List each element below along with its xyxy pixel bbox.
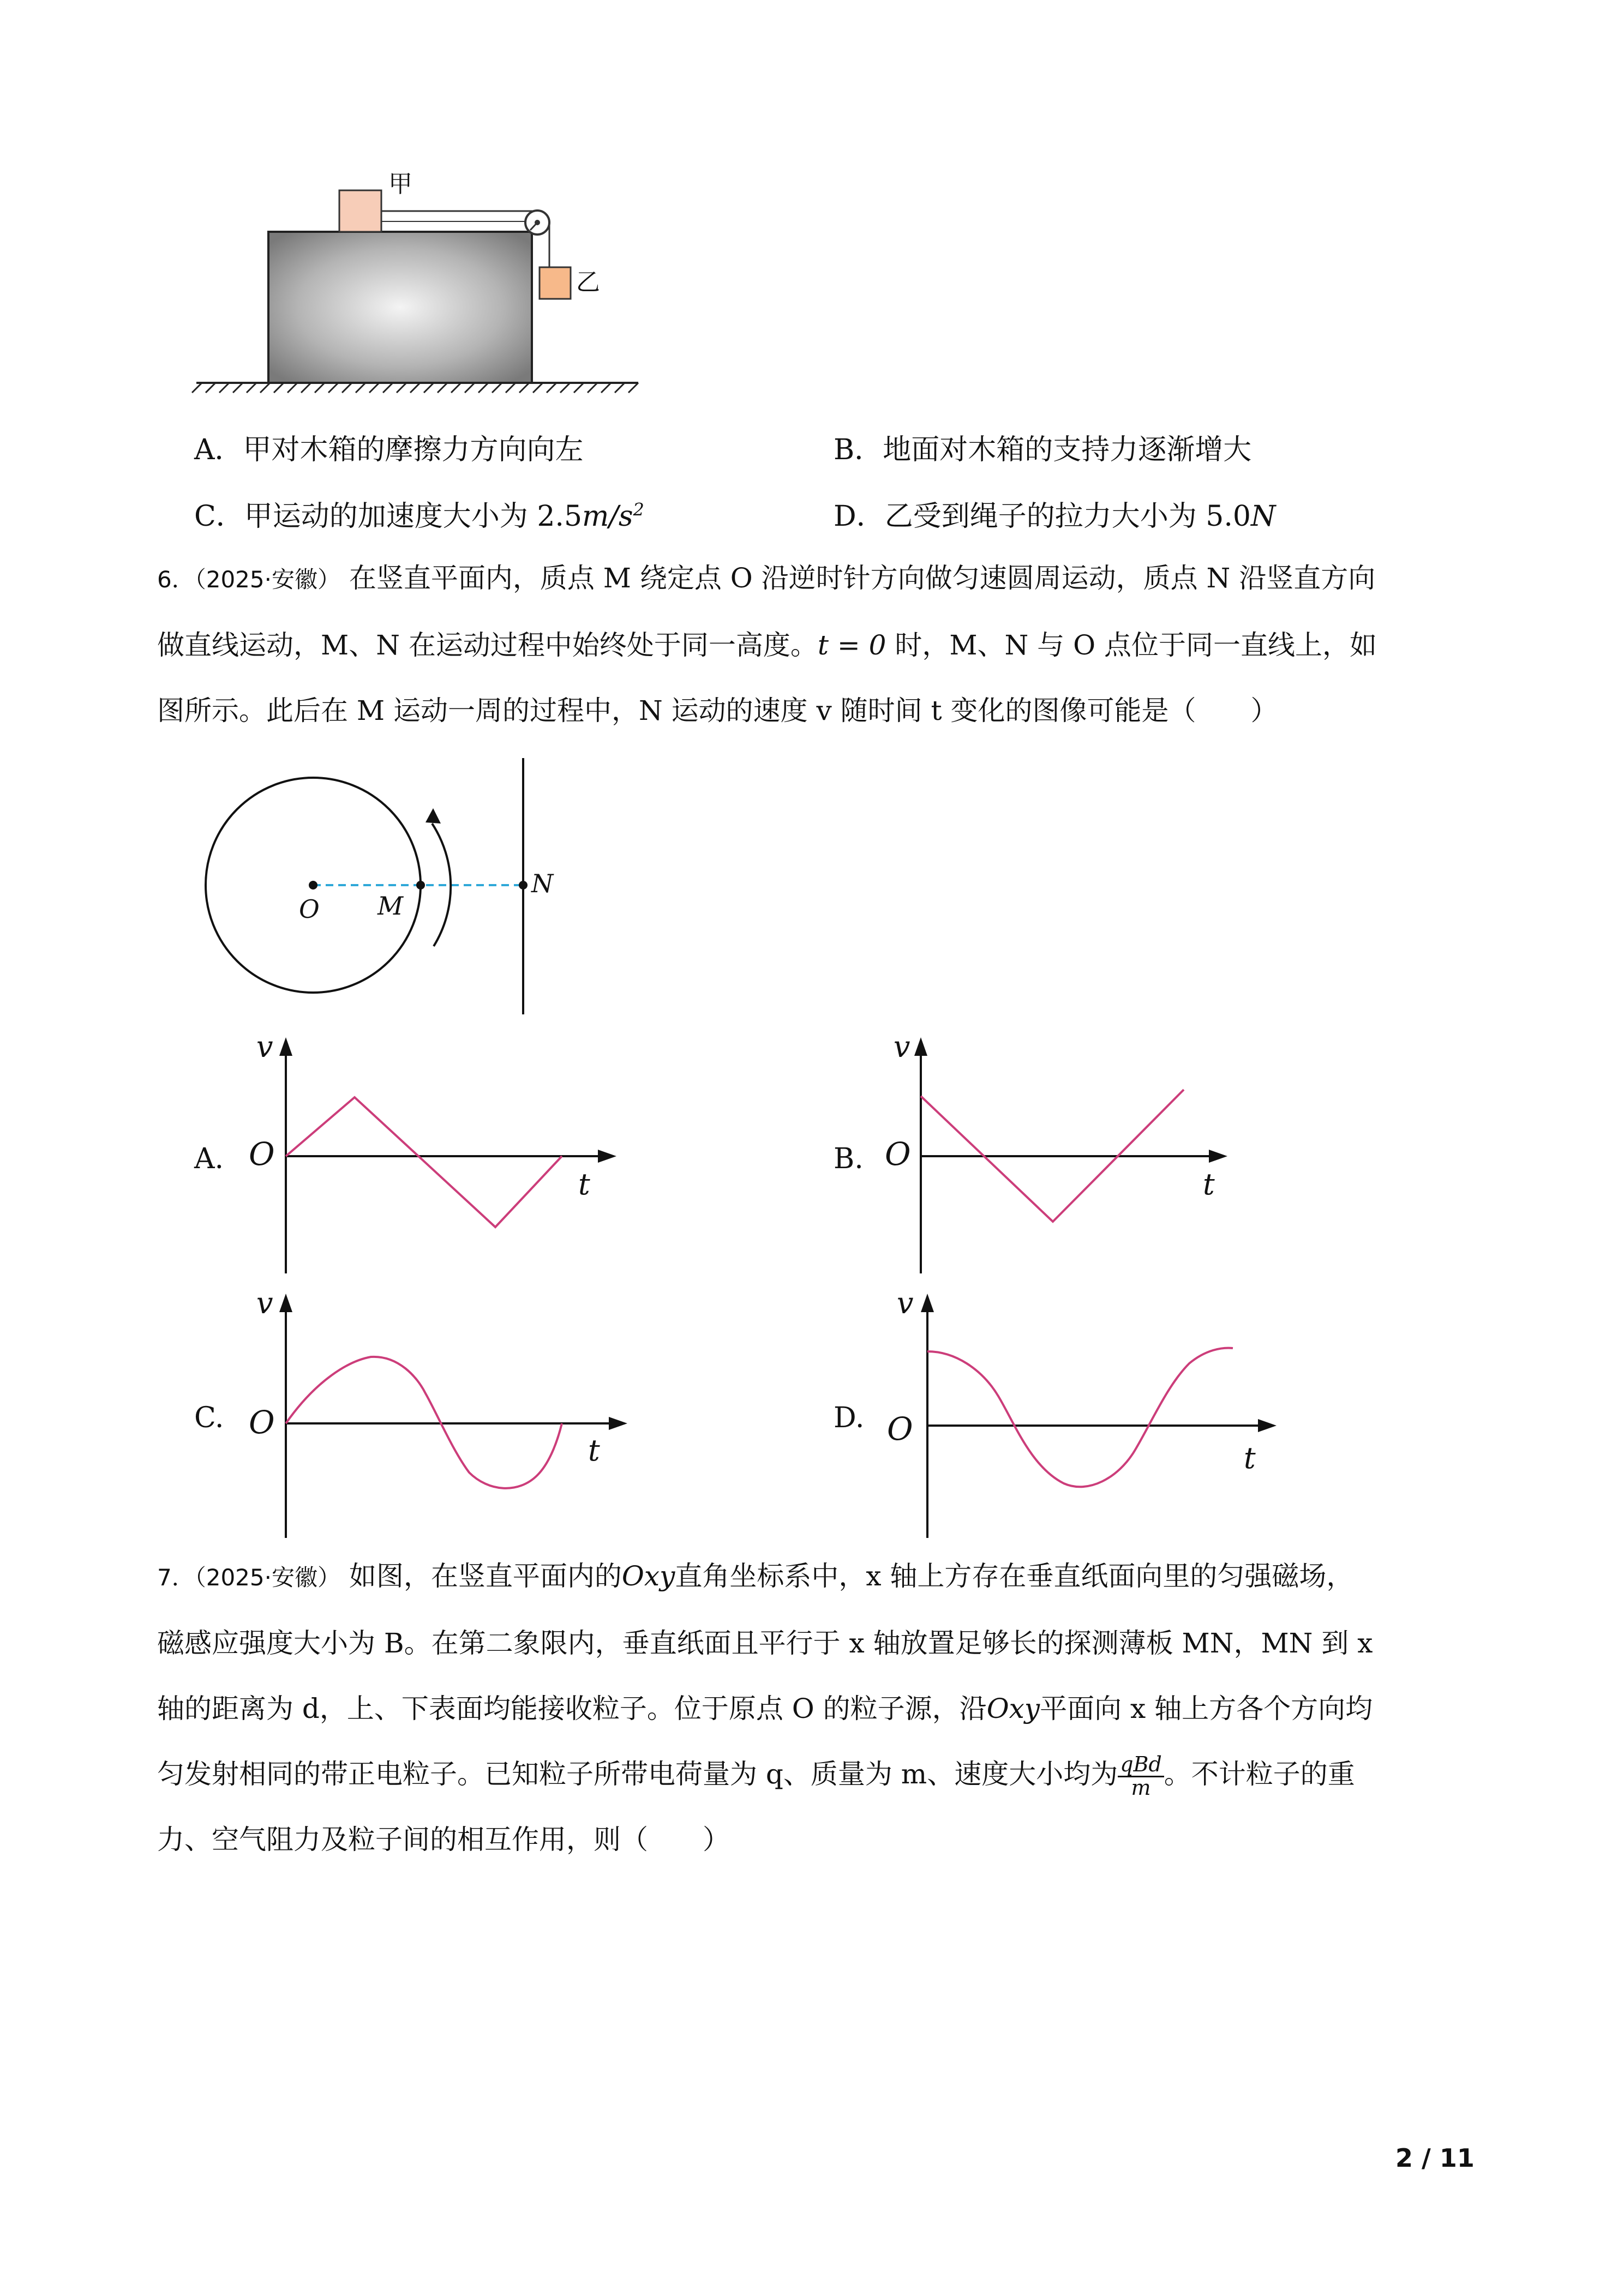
graph-d-option: D. bbox=[834, 1402, 865, 1434]
q7-line-4 bbox=[157, 1741, 1477, 1807]
point-n bbox=[519, 881, 528, 889]
graph-b-v-arrow bbox=[914, 1037, 927, 1056]
q5-option-c bbox=[194, 493, 644, 534]
q5-option-d-unit: N bbox=[1250, 500, 1276, 533]
point-o bbox=[309, 881, 317, 889]
q5-option-c-value: 2.5 bbox=[537, 500, 583, 533]
label-o: O bbox=[299, 894, 320, 924]
wooden-box bbox=[268, 232, 532, 383]
q5-option-a: A．甲对木箱的摩擦力方向向左 bbox=[194, 434, 584, 466]
q7-line-2: 磁感应强度大小为 B。在第二象限内，垂直纸面且平行于 x 轴放置足够长的探测薄板 MN，MN 到 x bbox=[157, 1627, 1373, 1659]
graph-c-origin: O bbox=[249, 1404, 275, 1441]
graph-b-t-arrow bbox=[1209, 1150, 1227, 1163]
box-pulley-figure bbox=[185, 164, 644, 398]
q7-fraction bbox=[1118, 1754, 1164, 1799]
graph-a bbox=[235, 1031, 627, 1282]
graph-c bbox=[235, 1287, 627, 1543]
q5-option-c-unit: m/s bbox=[582, 500, 633, 533]
graph-a-curve bbox=[286, 1097, 562, 1227]
q6-line-2-math: t = 0 bbox=[817, 629, 886, 661]
graph-d-t-label: t bbox=[1244, 1441, 1256, 1475]
graph-c-v-label: v bbox=[256, 1287, 273, 1320]
label-yi: 乙 bbox=[576, 268, 600, 296]
graph-b-origin: O bbox=[885, 1135, 911, 1173]
graph-b bbox=[873, 1031, 1266, 1282]
q7-line-3b: 平面向 x 轴上方各个方向均 bbox=[1040, 1693, 1373, 1724]
q6-text bbox=[157, 545, 1477, 743]
graph-b-t-label: t bbox=[1203, 1167, 1215, 1201]
q6-line-2b: 时，M、N 与 O 点位于同一直线上，如 bbox=[886, 629, 1377, 661]
q7-frac-denominator: m bbox=[1131, 1775, 1151, 1800]
q7-line-1b: 直角坐标系中，x 轴上方存在垂直纸面向里的匀强磁场， bbox=[675, 1560, 1354, 1592]
q7-line-4b: 。不计粒子的重 bbox=[1164, 1758, 1355, 1790]
q7-number: 7． bbox=[157, 1564, 195, 1591]
graph-a-v-label: v bbox=[256, 1031, 273, 1064]
graph-a-t-arrow bbox=[598, 1150, 616, 1163]
graph-c-t-arrow bbox=[609, 1417, 627, 1430]
q7-line-3a: 轴的距离为 d，上、下表面均能接收粒子。位于原点 O 的粒子源，沿 bbox=[157, 1693, 987, 1724]
label-jia: 甲 bbox=[388, 170, 412, 198]
graph-a-option: A. bbox=[194, 1143, 224, 1175]
graph-d-v-label: v bbox=[897, 1287, 914, 1320]
label-m: M bbox=[377, 891, 404, 921]
q5-option-d bbox=[834, 493, 1275, 534]
q6-line-2a: 做直线运动，M、N 在运动过程中始终处于同一高度。 bbox=[157, 629, 818, 661]
block-jia bbox=[339, 190, 381, 232]
graph-b-option: B. bbox=[834, 1143, 864, 1175]
graph-d bbox=[873, 1287, 1287, 1543]
q6-line-2 bbox=[157, 612, 1477, 678]
graph-a-origin: O bbox=[249, 1135, 275, 1173]
q6-source: （2025·安徽） bbox=[194, 566, 340, 593]
block-yi bbox=[540, 267, 571, 299]
point-m bbox=[416, 881, 425, 889]
q7-source: （2025·安徽） bbox=[194, 1564, 340, 1591]
q6-circle-diagram bbox=[185, 753, 589, 1020]
q7-line-1-math: Oxy bbox=[621, 1560, 675, 1592]
q6-number: 6． bbox=[157, 566, 195, 593]
label-n: N bbox=[531, 869, 554, 898]
q7-line-1a: 如图，在竖直平面内的 bbox=[349, 1560, 622, 1592]
q7-line-3-math: Oxy bbox=[986, 1693, 1040, 1724]
q5-option-c-text: C．甲运动的加速度大小为 bbox=[194, 500, 537, 533]
graph-b-v-label: v bbox=[894, 1031, 910, 1064]
q6-line-1 bbox=[157, 545, 1477, 612]
graph-d-t-arrow bbox=[1258, 1419, 1277, 1432]
ccw-arrowhead bbox=[426, 808, 441, 824]
q5-option-d-value: 5.0 bbox=[1206, 500, 1251, 533]
graph-d-v-arrow bbox=[921, 1294, 934, 1312]
q5-option-d-text: D．乙受到绳子的拉力大小为 bbox=[834, 500, 1206, 533]
graph-c-t-label: t bbox=[588, 1433, 600, 1468]
graph-d-curve bbox=[927, 1348, 1233, 1487]
q5-option-b: B．地面对木箱的支持力逐渐增大 bbox=[834, 434, 1252, 466]
graph-a-t-label: t bbox=[578, 1167, 590, 1201]
q7-line-1 bbox=[157, 1543, 1477, 1610]
page-number: 2 / 11 bbox=[1395, 2143, 1475, 2173]
graph-c-v-arrow bbox=[279, 1294, 292, 1312]
graph-c-option: C. bbox=[194, 1402, 224, 1434]
q7-line-5: 力、空气阻力及粒子间的相互作用，则（ ） bbox=[157, 1824, 730, 1855]
q6-line-1-text: 在竖直平面内，质点 M 绕定点 O 沿逆时针方向做匀速圆周运动，质点 N 沿竖直方向 bbox=[349, 562, 1376, 594]
q7-text bbox=[157, 1543, 1477, 1872]
q6-line-3: 图所示。此后在 M 运动一周的过程中，N 运动的速度 v 随时间 t 变化的图像可能是（ ） bbox=[157, 695, 1278, 726]
q7-line-4a: 匀发射相同的带正电粒子。已知粒子所带电荷量为 q、质量为 m、速度大小均为 bbox=[157, 1758, 1118, 1790]
q7-line-3 bbox=[157, 1676, 1477, 1741]
q7-frac-numerator: qBd bbox=[1118, 1754, 1164, 1777]
graph-a-v-arrow bbox=[279, 1037, 292, 1056]
ground-hatch bbox=[192, 383, 638, 393]
q5-option-c-exp: 2 bbox=[633, 499, 644, 520]
graph-d-origin: O bbox=[887, 1410, 913, 1447]
